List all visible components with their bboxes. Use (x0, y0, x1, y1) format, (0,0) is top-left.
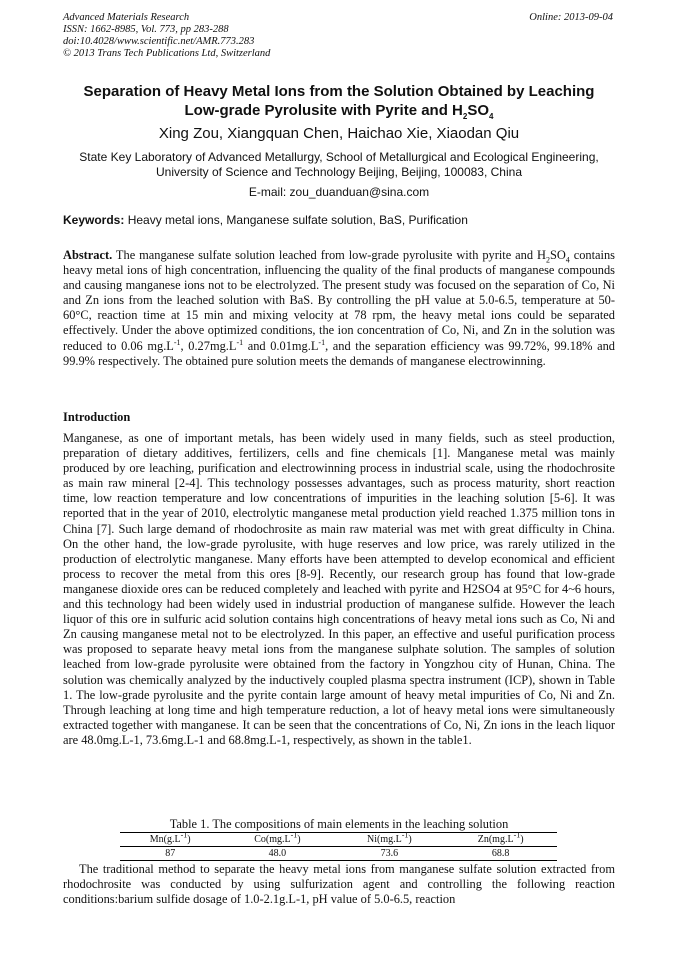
author-email: E-mail: zou_duanduan@sina.com (248, 185, 430, 199)
composition-table (120, 832, 557, 861)
title-line-2: Low-grade Pyrolusite with Pyrite and $H_2SO_4$ (184, 102, 494, 121)
keywords-label: Keywords: (63, 213, 125, 227)
copyright-line: © 2013 Trans Tech Publications Ltd, Switzerland (63, 48, 271, 59)
cell-ni: 73.6 (380, 848, 399, 859)
col-header-co: $Co(mg.L^{-1})$ (254, 830, 301, 845)
keywords (63, 213, 623, 228)
title-line-1: Separation of Heavy Metal Ions from the Solution Obtained by Leaching (83, 83, 595, 100)
keywords-text: Heavy metal ions, Manganese sulfate solution, BaS, Purification (124, 213, 468, 227)
doi-line: doi:10.4028/www.scientific.net/AMR.773.283 (63, 36, 255, 47)
introduction-heading: Introduction (63, 410, 131, 424)
col-header-mn: $Mn(g.L^{-1})$ (149, 830, 191, 845)
closing-paragraph: The traditional method to separate the heavy metal ions from manganese sulfate solution extracted from rhodochrosite was conducted by using sulfurization agent and controlling the following reaction conditions:barium sulfide dosage of 1.0-2.1g.L-1, pH value of 5.0-6.5, reaction (63, 862, 615, 907)
table-row (120, 847, 557, 861)
col-header-ni: $Ni(mg.L^{-1})$ (367, 830, 412, 845)
issn-line: ISSN: 1662-8985, Vol. 773, pp 283-288 (63, 24, 229, 35)
affiliation: State Key Laboratory of Advanced Metallurgy, School of Metallurgical and Ecological Engineering, University of Science and Technology Beijing, Beijing, 100083, China (79, 150, 599, 179)
cell-mn: 87 (165, 848, 176, 859)
authors: Xing Zou, Xiangquan Chen, Haichao Xie, Xiaodan Qiu (158, 125, 520, 142)
table-header-row (120, 833, 557, 847)
abstract: Abstract. The manganese sulfate solution leached from low-grade pyrolusite with pyrite and $H_2SO_4$ contains heavy metal ions of high concentration, influencing the quality of the final products of manganese compounds and causing manganese ions not to be electrolyzed. The present study was focused on the separation of Co, Ni and Zn ions from the leached solution with BaS. By controlling the pH value at 5.0-6.5, temperature at 50-60°C, reaction time at 15 min and mixing velocity at 78 rpm, the heavy metal ions could be separated effectively. Under the above optimized conditions, the ion concentration of Co, Ni, and Zn in the solution was reduced to 0.06 $mg.L^{-1}$, $0.27mg.L^{-1}$ and $0.01mg.L^{-1}$, and the separation efficiency was 99.72%, 99.18% and 99.9% respectively. The obtained pure solution meets the demands of manganese electrowinning. (63, 248, 616, 368)
abstract-label: Abstract. (63, 248, 113, 262)
cell-zn: 68.8 (491, 848, 510, 859)
journal-header (63, 12, 270, 60)
cell-co: 48.0 (268, 848, 287, 859)
col-header-zn: $Zn(mg.L^{-1})$ (477, 830, 524, 845)
paper-title (40, 82, 638, 120)
journal-name: Advanced Materials Research (63, 12, 190, 23)
table-caption: Table 1. The compositions of main elements in the leaching solution (169, 817, 509, 831)
introduction-text: Manganese, as one of important metals, has been widely used in many fields, such as steel production, preparation of dietary additives, fertilizers, cells and fine chemicals [1]. Manganese metal was mainly produced by ore leaching, purification and electrowinning process in industrial scale, using the rhodochrosite as main raw mineral [2-4]. This technology possesses advantages, such as process maturity, short reaction time, low reaction temperature and low concentrations of impurities in the leaching solution [5-6]. It was reported that in the year of 2010, electrolytic manganese metal production yield reached 1.375 million tons in China [7]. Such large demand of rhodochrosite as main raw material was met with great difficulty in China. On the other hand, the low-grade pyrolusite, with huge reserves and low price, was rarely utilized in the production of electrolytic manganese. Many efforts have been attempted to develop economical and efficient process to recover the metal from this ores [8-9]. Recently, our research group has found that low-grade manganese dioxide ores can be reduced completely and leached with pyrite and H2SO4 at 95°C for 4~6 hours, and this technology had been widely used in industrial production of manganese sulfide. However the leach liquor of this ore in sulfuric acid solution contains high concentrations of heavy metal ions such as Co, Ni and Zn causing manganese metal not to be electrolyzed. In this paper, an effective and useful purification process was proposed to separate heavy metal ions from the manganese sulphate solution. The samples of solution leached from low-grade pyrolusite were obtained from the factory in Yongzhou city of Hunan, China. The solution was chemically analyzed by the inductively coupled plasma spectra instrument (ICP), shown in Table 1. The low-grade pyrolusite and the pyrite contain large amount of heavy metal impurities of Co, Ni and Zn. Through leaching at long time and high temperature reduction, a lot of heavy metal ions were simultaneously extracted together with manganese. It can be seen that the concentrations of Co, Ni, Zn ions in the leach liquor are 48.0mg.L-1, 73.6mg.L-1 and 68.8mg.L-1, respectively, as shown in the table1. (63, 431, 615, 747)
online-date: Online: 2013-09-04 (529, 12, 613, 23)
